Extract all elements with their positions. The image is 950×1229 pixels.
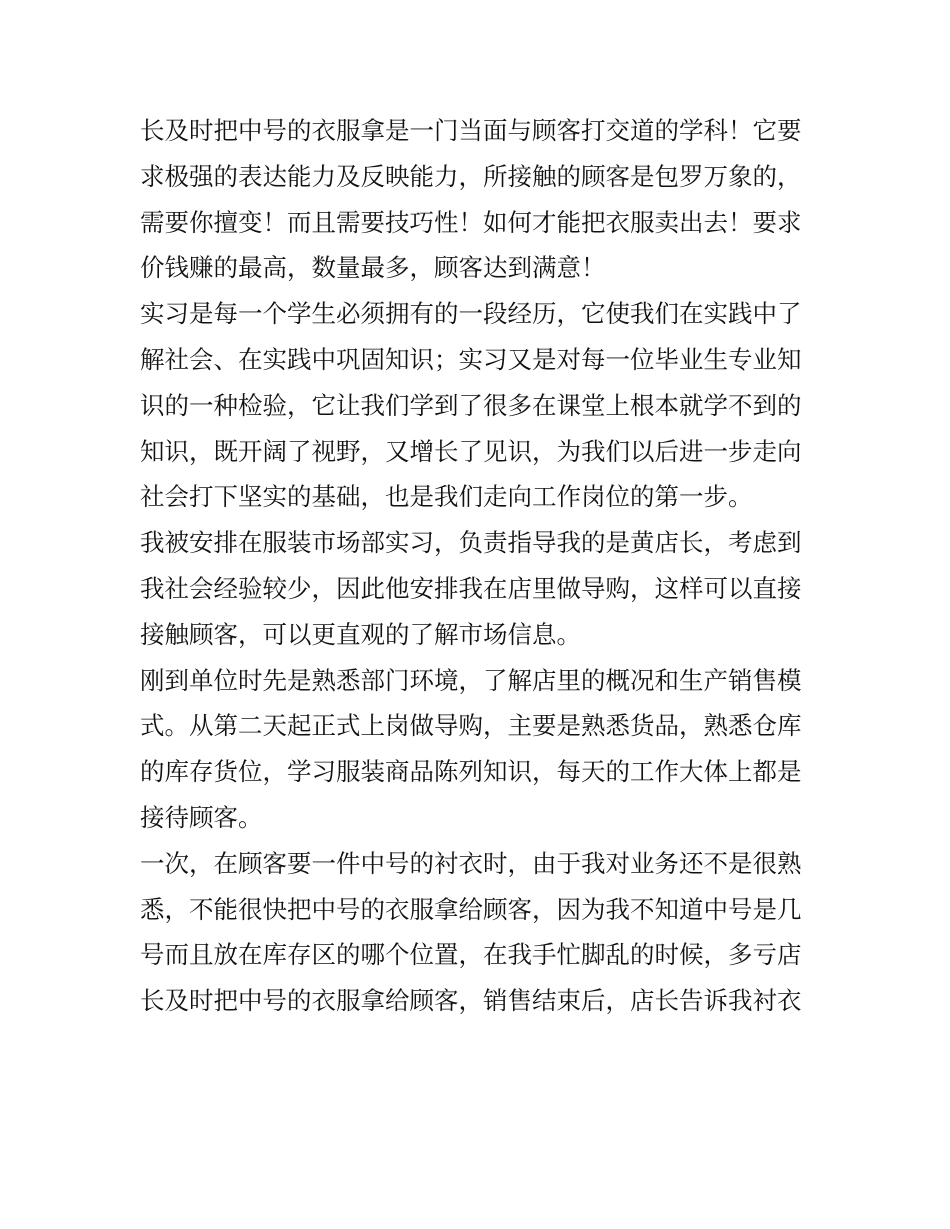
text-line: 识的一种检验，它让我们学到了很多在课堂上根本就学不到的 xyxy=(140,390,802,420)
text-line: 接待顾客。 xyxy=(140,802,263,832)
text-line: 求极强的表达能力及反映能力，所接触的顾客是包罗万象的， xyxy=(140,161,802,191)
text-line: 知识，既开阔了视野，又增长了见识，为我们以后进一步走向 xyxy=(140,436,802,466)
text-line: 长及时把中号的衣服拿给顾客，销售结束后，店长告诉我衬衣 xyxy=(140,986,802,1016)
text-line: 的库存货位，学习服装商品陈列知识，每天的工作大体上都是 xyxy=(140,757,802,787)
text-line: 悉，不能很快把中号的衣服拿给顾客，因为我不知道中号是几 xyxy=(140,894,802,924)
text-line: 需要你擅变！而且需要技巧性！如何才能把衣服卖出去！要求 xyxy=(140,207,802,237)
text-line: 我被安排在服装市场部实习，负责指导我的是黄店长，考虑到 xyxy=(140,528,802,558)
text-line: 价钱赚的最高，数量最多，顾客达到满意！ xyxy=(140,253,606,283)
text-line: 社会打下坚实的基础，也是我们走向工作岗位的第一步。 xyxy=(140,482,753,512)
text-line: 号而且放在库存区的哪个位置，在我手忙脚乱的时候，多亏店 xyxy=(140,940,802,970)
text-line: 刚到单位时先是熟悉部门环境，了解店里的概况和生产销售模 xyxy=(140,665,802,695)
text-line: 解社会、在实践中巩固知识；实习又是对每一位毕业生专业知 xyxy=(140,344,802,374)
text-line: 我社会经验较少，因此他安排我在店里做导购，这样可以直接 xyxy=(140,573,802,603)
text-line: 接触顾客，可以更直观的了解市场信息。 xyxy=(140,619,581,649)
text-line: 长及时把中号的衣服拿是一门当面与顾客打交道的学科！它要 xyxy=(140,116,802,145)
text-line: 实习是每一个学生必须拥有的一段经历，它使我们在实践中了 xyxy=(140,299,802,329)
text-line: 式。从第二天起正式上岗做导购，主要是熟悉货品，熟悉仓库 xyxy=(140,711,802,741)
text-line: 一次，在顾客要一件中号的衬衣时，由于我对业务还不是很熟 xyxy=(140,848,802,878)
document-body xyxy=(140,108,820,1024)
